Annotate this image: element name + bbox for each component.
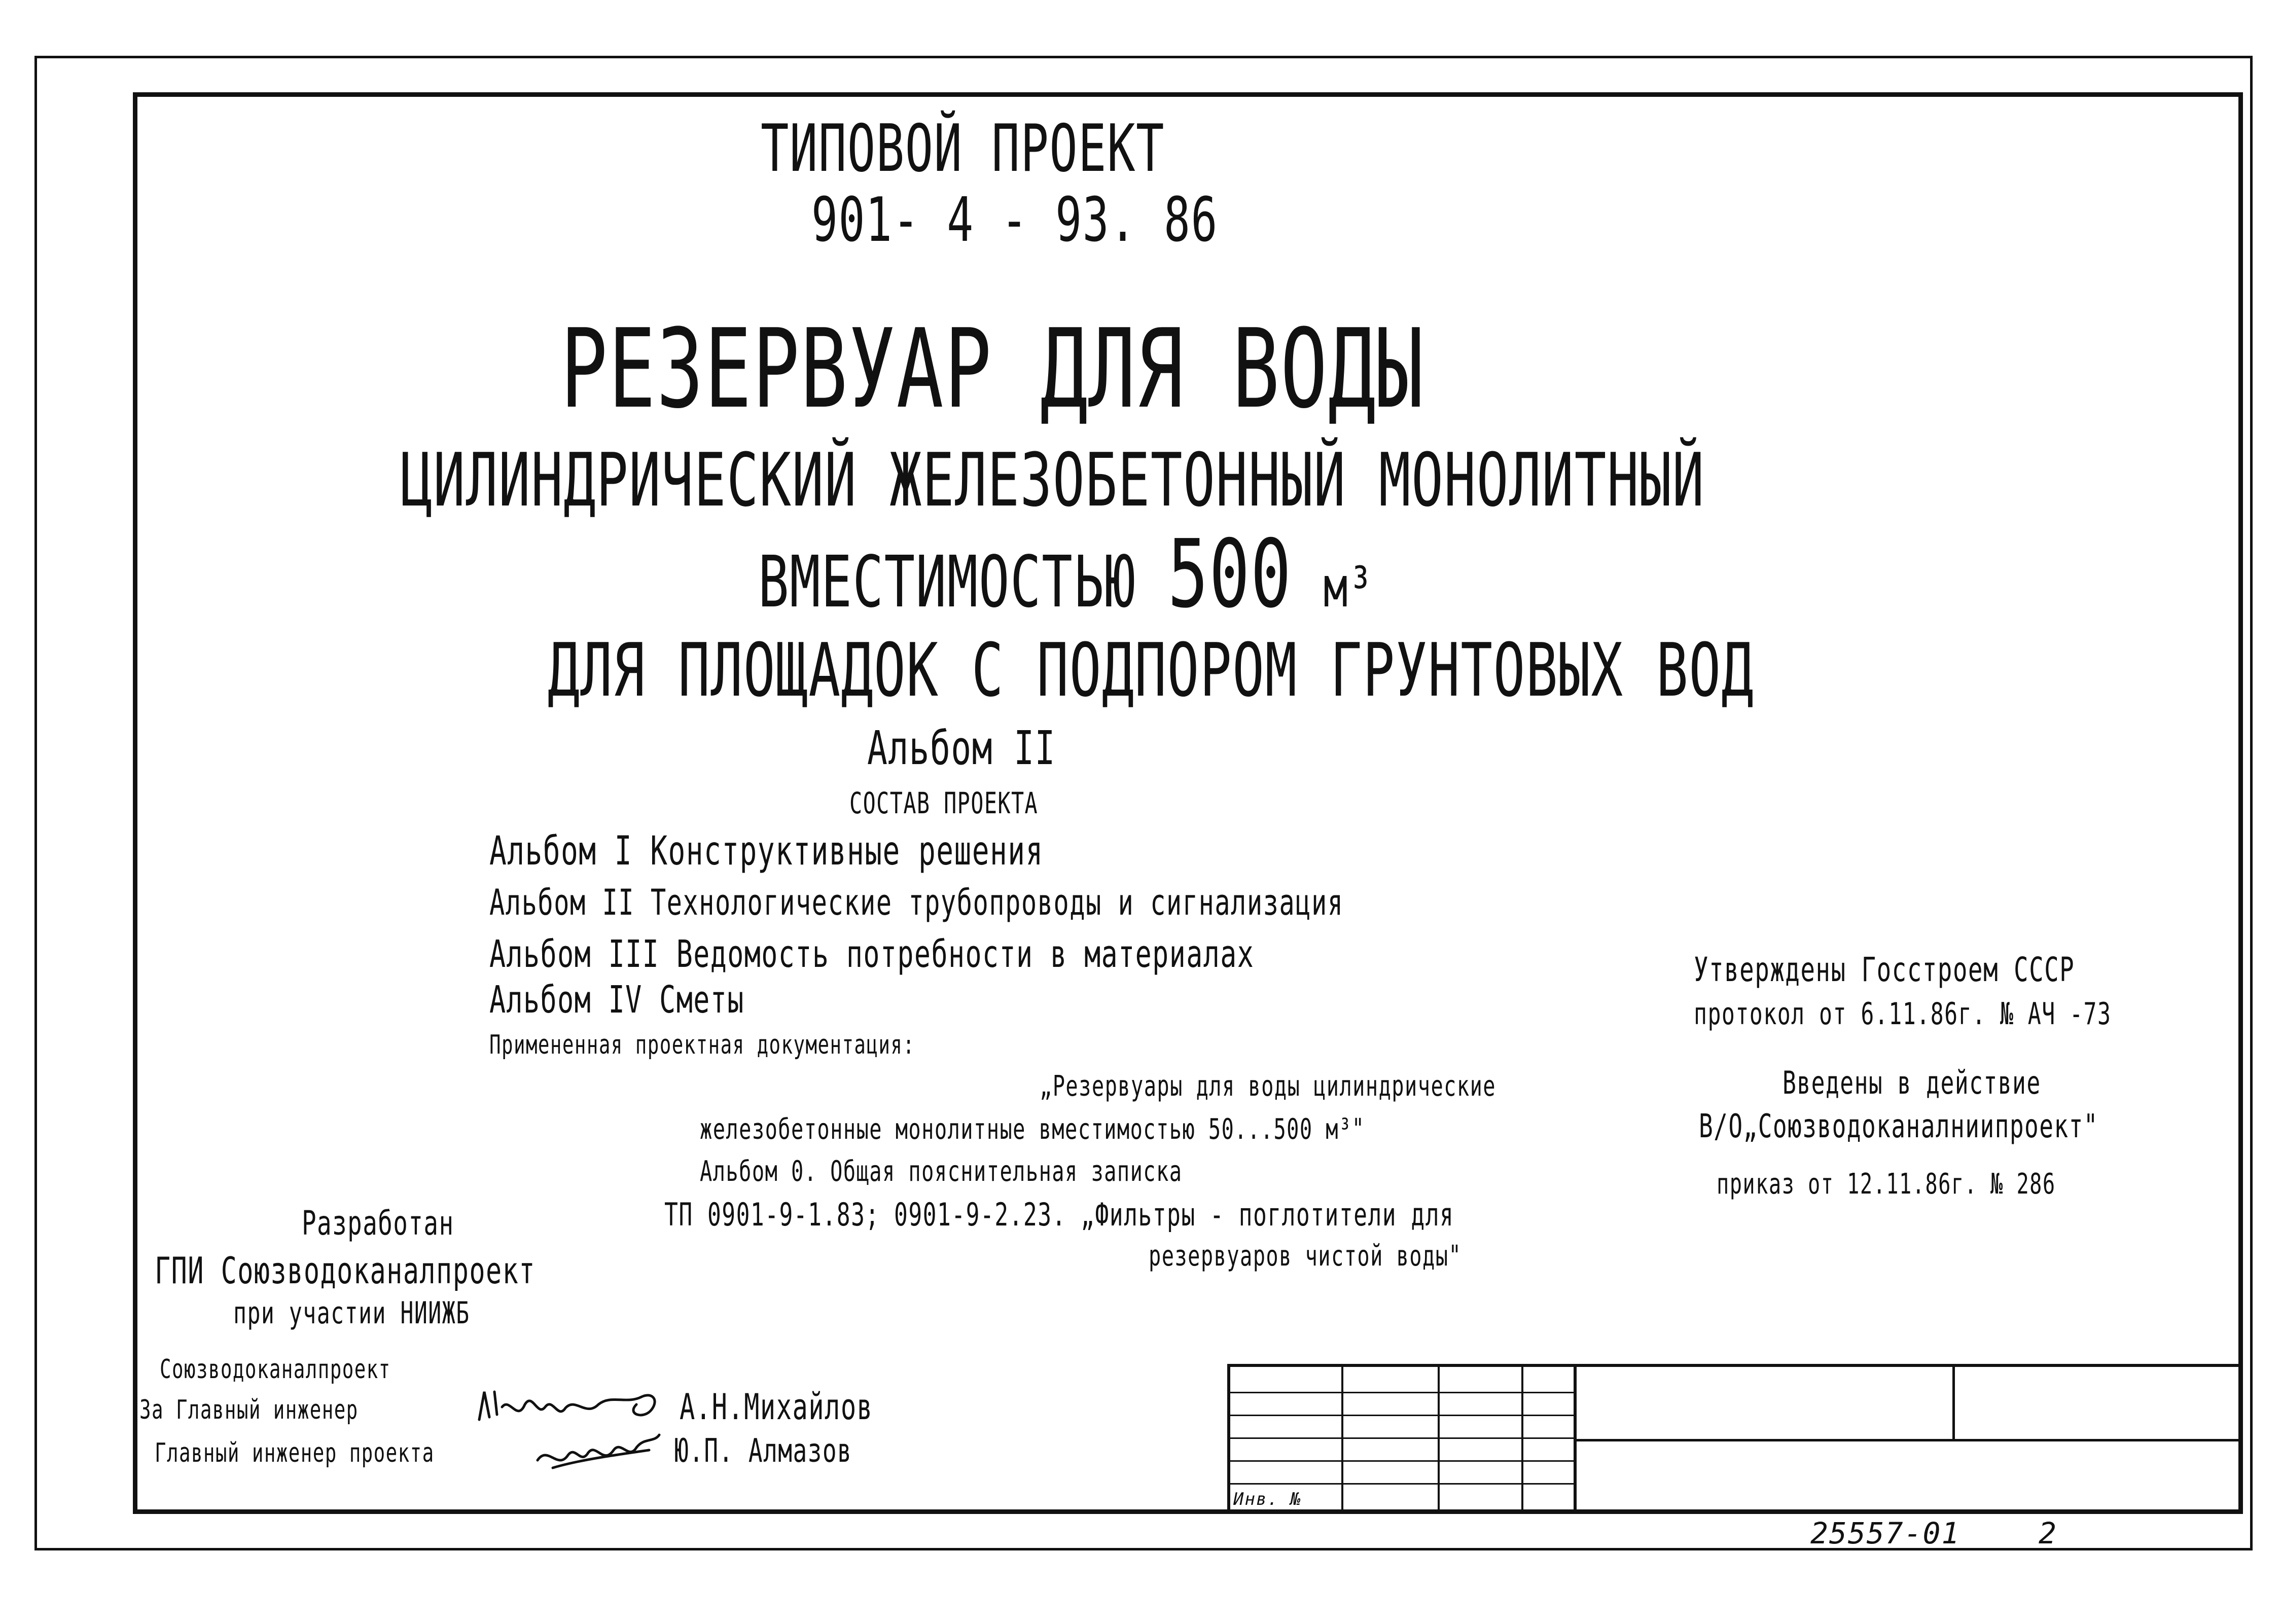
approval-line: протокол от 6.11.86г. № АЧ -73 [1694, 996, 2112, 1032]
approval-line: приказ от 12.11.86г. № 286 [1717, 1168, 2056, 1201]
approval-line: Введены в действие [1783, 1064, 2041, 1101]
document-number: 25557-01 [1810, 1516, 1961, 1550]
signature-role: Главный инженер проекта [155, 1438, 435, 1468]
title-block-stamp [1227, 1364, 2243, 1514]
developer-label: Разработан [302, 1204, 454, 1243]
header-project-type: ТИПОВОЙ ПРОЕКТ [761, 111, 1165, 187]
main-title: РЕЗЕРВУАР ДЛЯ ВОДЫ [560, 305, 1424, 432]
signature-org: Союзводоканалпроект [160, 1354, 391, 1385]
handwritten-signature-1 [474, 1377, 667, 1432]
approval-line: В/О„Союзводоканалниипроект" [1699, 1108, 2098, 1145]
applied-doc-line: ТП 0901-9-1.83; 0901-9-2.23. „Фильтры - поглотители для [664, 1196, 1454, 1233]
header-project-number: 901- 4 - 93. 86 [811, 185, 1218, 256]
handwritten-signature-2 [532, 1425, 664, 1475]
developer-org: ГПИ Союзводоканалпроект [155, 1249, 536, 1292]
subtitle-construction: ЦИЛИНДРИЧЕСКИЙ ЖЕЛЕЗОБЕТОННЫЙ МОНОЛИТНЫЙ [401, 438, 1705, 523]
applied-doc-line: Альбом 0. Общая пояснительная записка [700, 1155, 1183, 1188]
composition-item: Альбом II Технологические трубопроводы и сигнализация [489, 882, 1344, 923]
album-number: Альбом II [867, 721, 1056, 775]
subtitle-site: ДЛЯ ПЛОЩАДОК С ПОДПОРОМ ГРУНТОВЫХ ВОД [548, 628, 1754, 713]
composition-item: Альбом I Конструктивные решения [489, 828, 1044, 874]
composition-item: Альбом IV Сметы [489, 978, 744, 1022]
capacity-line: ВМЕСТИМОСТЬЮ 500 м³ [758, 519, 1373, 629]
applied-docs-heading: Примененная проектная документация: [489, 1030, 915, 1060]
signature-name: А.Н.Михайлов [680, 1386, 873, 1428]
applied-doc-line: резервуаров чистой воды" [1149, 1240, 1462, 1273]
inventory-number-label: Инв. № [1233, 1489, 1302, 1509]
sheet-number: 2 [2039, 1516, 2057, 1550]
composition-heading: СОСТАВ ПРОЕКТА [849, 786, 1039, 820]
signature-name: Ю.П. Алмазов [674, 1432, 852, 1470]
approval-line: Утверждены Госстроем СССР [1694, 950, 2075, 989]
signature-role: За Главный инженер [139, 1395, 359, 1425]
applied-doc-line: железобетонные монолитные вместимостью 50...500 м³" [700, 1113, 1365, 1146]
developer-participation: при участии НИИЖБ [233, 1295, 470, 1331]
applied-doc-line: „Резервуары для воды цилиндрические [1040, 1070, 1496, 1103]
composition-item: Альбом III Ведомость потребности в материалах [489, 932, 1255, 976]
